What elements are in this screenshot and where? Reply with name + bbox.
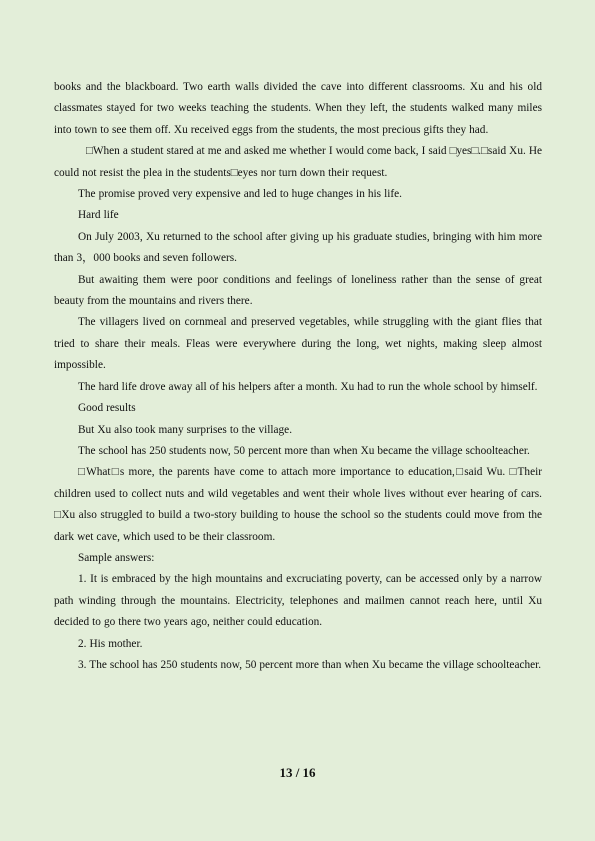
paragraph-student-count: The school has 250 students now, 50 percent more than when Xu became the village schoolteacher. — [78, 444, 530, 457]
page-number: 13 / 16 — [279, 765, 316, 780]
section-heading-good-results: Good results — [78, 402, 136, 415]
paragraph-promise-cost: The promise proved very expensive and led to huge changes in his life. — [78, 188, 402, 201]
paragraph-cave-classroom: books and the blackboard. Two earth walls divided the cave into different classrooms. Xu and his old classmates stayed for two weeks teaching the students. When they left, the students walked many miles into town to see them off. Xu received eggs from the students, the most precious gifts they had. — [54, 81, 542, 136]
answer-3: 3. The school has 250 students now, 50 percent more than when Xu became the village schoolteacher. — [78, 658, 542, 671]
answer-2: 2. His mother. — [78, 637, 143, 650]
paragraph-helpers-left: The hard life drove away all of his helpers after a month. Xu had to run the whole school by himself. — [78, 380, 538, 393]
paragraph-return: On July 2003, Xu returned to the school after giving up his graduate studies, bringing with him more than 3，000 books and seven followers. — [54, 230, 542, 265]
paragraph-promise-quote: □When a student stared at me and asked me whether I would come back, I said □yes□.□said Xu. He could not resist the plea in the students□eyes nor turn down their request. — [54, 145, 542, 179]
document-body — [54, 77, 542, 676]
section-heading-hard-life: Hard life — [78, 209, 119, 222]
paragraph-parents-quote: □What□s more, the parents have come to attach more importance to education,□said Wu. □Their children used to collect nuts and wild vegetables and went their whole lives without ever hearing of cars. □Xu also struggled to build a two-story building to house the school so the students could move from the dark wet cave, which used to be their classroom. — [54, 466, 542, 543]
paragraph-poor-conditions: But awaiting them were poor conditions and feelings of loneliness rather than the sense of great beauty from the mountains and rivers there. — [54, 273, 542, 308]
answer-1: 1. It is embraced by the high mountains and excruciating poverty, can be accessed only by a narrow path winding through the mountains. Electricity, telephones and mailmen cannot reach here, until Xu decided to go there two years ago, neither could education. — [54, 573, 542, 629]
section-heading-sample-answers: Sample answers: — [78, 551, 155, 564]
paragraph-villagers: The villagers lived on cornmeal and preserved vegetables, while struggling with the giant flies that tried to share their meals. Fleas were everywhere during the long, wet nights, making sleep almost impossible. — [54, 316, 542, 372]
paragraph-surprises: But Xu also took many surprises to the village. — [78, 423, 293, 436]
